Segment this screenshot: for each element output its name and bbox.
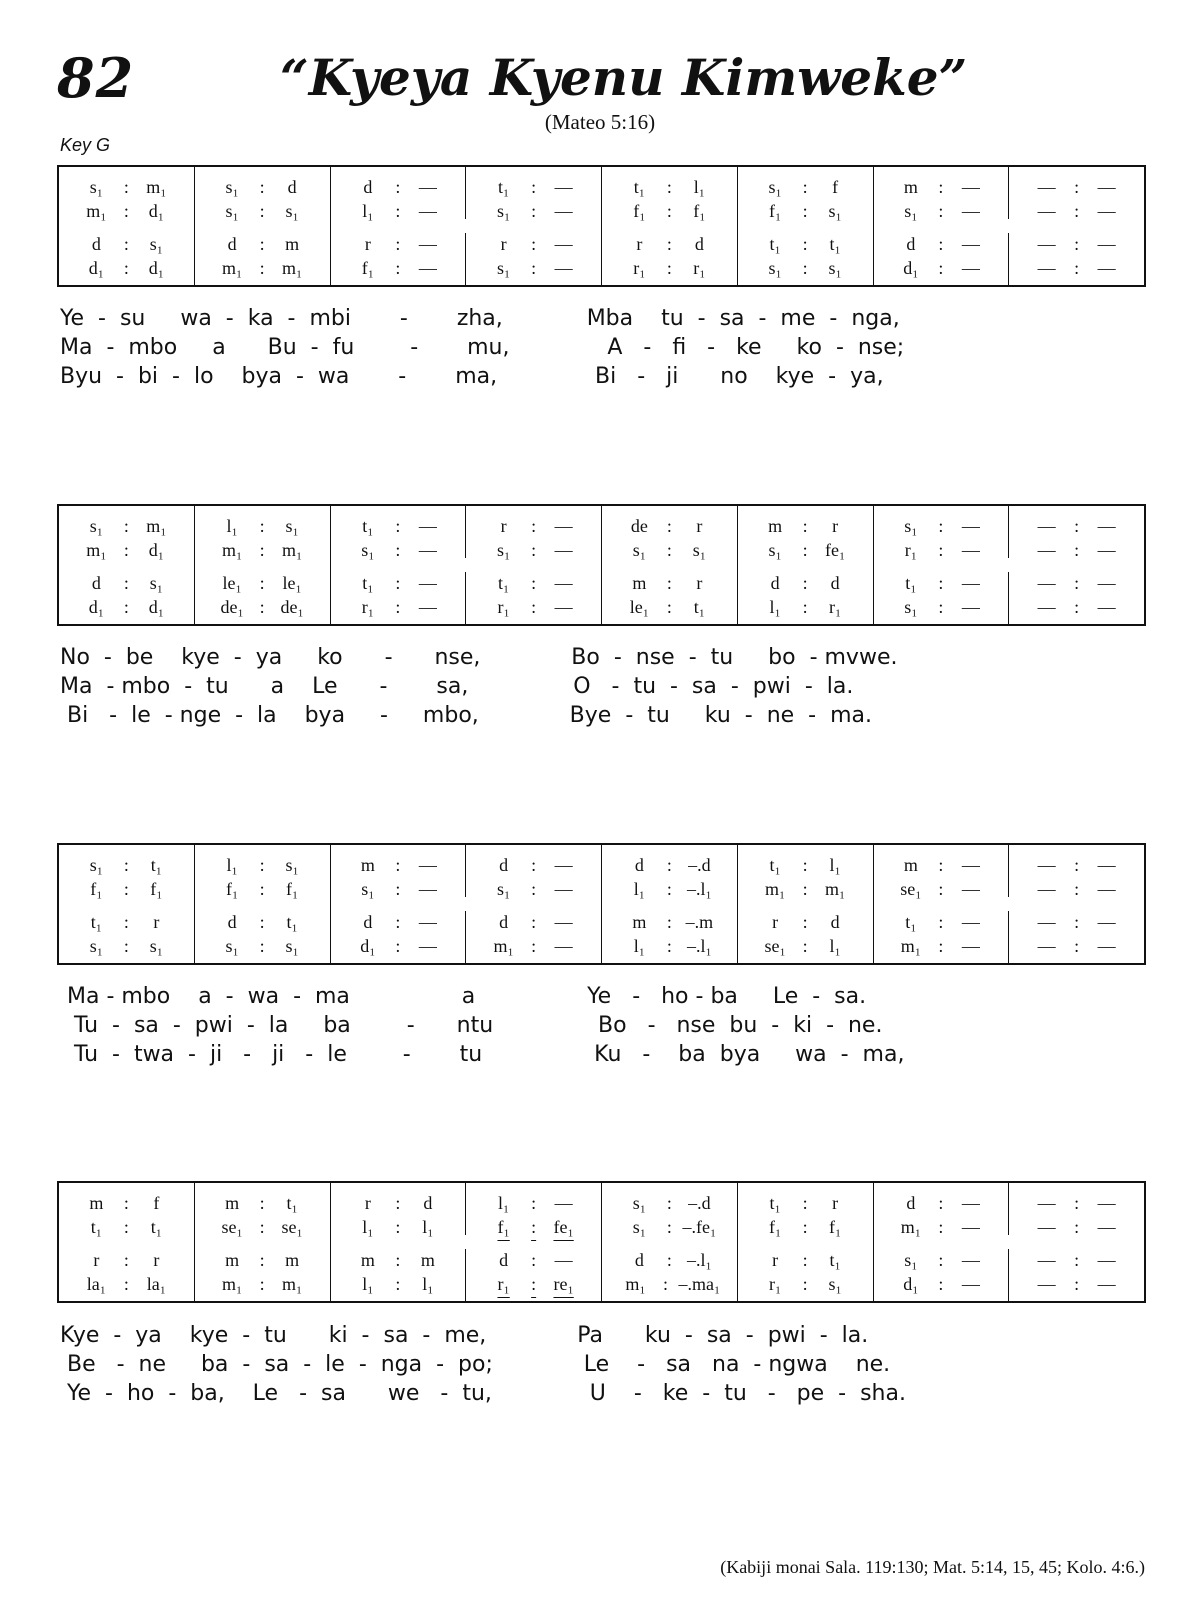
measure [59, 167, 194, 285]
solfa-line: m : — [903, 854, 980, 875]
measure [194, 1183, 330, 1301]
solfa-line: m : — [360, 854, 437, 875]
solfa-line: f₁ : f₁ [90, 878, 163, 899]
solfa-line: r : — [500, 233, 573, 254]
solfa-line: d : m [227, 233, 300, 254]
solfa-line: l₁ : l₁ [362, 1216, 434, 1237]
measure [330, 167, 466, 285]
solfa-line: — : — [1037, 1273, 1116, 1294]
measure [737, 845, 873, 963]
measure [873, 506, 1009, 624]
measure [59, 1183, 194, 1301]
solfa-line: de : r [630, 515, 703, 536]
footer-references: (Kabiji monai Sala. 119:130; Mat. 5:14, 15, 45; Kolo. 4:6.) [720, 1557, 1145, 1577]
solfa-line: r : t₁ [772, 1249, 841, 1270]
hymn-number: 82 [57, 46, 135, 110]
solfa-line: t₁ : r [769, 1192, 839, 1213]
solfa-line: s₁ : m₁ [89, 176, 167, 197]
solfa-line: d : — [499, 854, 573, 875]
solfa-line: le₁ : t₁ [629, 596, 706, 617]
solfa-line: l₁ : r₁ [769, 596, 842, 617]
solfa-line: — : — [1037, 596, 1116, 617]
measure [601, 845, 737, 963]
solfa-line: m : r [768, 515, 839, 536]
measure [465, 506, 601, 624]
lyrics-block-4 [60, 1323, 960, 1410]
solfa-line: — : — [1037, 911, 1116, 932]
solfa-line: d : t₁ [227, 911, 298, 932]
solfa-line: r : — [364, 233, 437, 254]
solfa-line: r : d [772, 911, 840, 932]
lyrics-block-2 [60, 645, 960, 732]
lyric-verse-line: Ma - mbo a Bu - fu - mu, A - fi - ke ko - nse; [60, 335, 905, 360]
measure [59, 506, 194, 624]
solfa-line: t₁ : — [497, 572, 573, 593]
solfa-line: s₁ : — [361, 539, 437, 560]
measure [873, 167, 1009, 285]
lyric-verse-line: Ma - mbo a - wa - ma a Ye - ho - ba Le - sa. [60, 984, 867, 1009]
solfa-line: s₁ : — [361, 878, 437, 899]
solfa-line: r₁ : r₁ [633, 257, 706, 278]
solfa-line: t₁ : — [362, 572, 437, 593]
solfa-line: r₁ : — [497, 596, 573, 617]
solfa-line: f₁ : f₁ [633, 200, 706, 221]
solfa-line: de₁ : de₁ [220, 596, 304, 617]
solfa-line: se₁ : se₁ [221, 1216, 303, 1237]
solfa-line: se₁ : l₁ [764, 935, 841, 956]
solfa-line: m₁ : m₁ [221, 539, 303, 560]
solfa-line: m : t₁ [225, 1192, 298, 1213]
solfa-line: s₁ : s₁ [768, 257, 842, 278]
lyrics-block-3 [60, 984, 960, 1071]
measure [330, 506, 466, 624]
staff-system-1 [57, 165, 1146, 287]
solfa-line: f₁ : fe₁ [497, 1216, 574, 1237]
solfa-line: r : d [364, 1192, 433, 1213]
solfa-line: f₁ : f₁ [225, 878, 299, 899]
solfa-line: d : –.l₁ [634, 1249, 712, 1270]
solfa-line: f₁ : s₁ [768, 200, 842, 221]
solfa-line: r₁ : s₁ [768, 1273, 842, 1294]
solfa-line: — : — [1037, 515, 1116, 536]
solfa-line: m : m [360, 1249, 435, 1270]
solfa-line: m : — [903, 176, 980, 197]
measure [737, 1183, 873, 1301]
measure [465, 167, 601, 285]
solfa-line: r : — [500, 515, 573, 536]
solfa-line: l₁ : l₁ [362, 1273, 434, 1294]
solfa-line: s₁ : — [904, 515, 980, 536]
measure [194, 506, 330, 624]
measure [330, 1183, 466, 1301]
measure [1008, 506, 1144, 624]
solfa-line: l₁ : — [362, 200, 437, 221]
solfa-line: l₁ : s₁ [226, 854, 299, 875]
key-signature: Key G [60, 135, 111, 155]
solfa-line: s₁ : — [904, 200, 980, 221]
lyric-verse-line: Tu - sa - pwi - la ba - ntu Bo - nse bu - ki - ne. [60, 1013, 883, 1038]
solfa-line: r₁ : — [361, 596, 437, 617]
solfa-line: d₁ : — [903, 257, 980, 278]
solfa-line: m₁ : m₁ [221, 1273, 303, 1294]
solfa-line: t₁ : — [905, 572, 980, 593]
solfa-line: s₁ : m₁ [89, 515, 167, 536]
solfa-line: s₁ : — [904, 1249, 980, 1270]
solfa-line: d₁ : — [360, 935, 437, 956]
solfa-line: — : — [1037, 1192, 1116, 1213]
solfa-line: l₁ : s₁ [226, 515, 299, 536]
solfa-line: s₁ : s₁ [225, 935, 299, 956]
solfa-line: s₁ : f [768, 176, 839, 197]
measure [194, 167, 330, 285]
solfa-line: m₁ : — [900, 1216, 980, 1237]
solfa-line: t₁ : l₁ [633, 176, 706, 197]
solfa-line: s₁ : — [496, 257, 573, 278]
solfa-line: la₁ : la₁ [86, 1273, 166, 1294]
solfa-line: — : — [1037, 233, 1116, 254]
solfa-line: t₁ : — [362, 515, 437, 536]
lyric-verse-line: Ma - mbo - tu a Le - sa, O - tu - sa - pwi - la. [60, 674, 854, 699]
solfa-line: le₁ : le₁ [222, 572, 302, 593]
measure [737, 506, 873, 624]
solfa-line: — : — [1037, 572, 1116, 593]
measure [737, 167, 873, 285]
solfa-line: d : — [363, 176, 437, 197]
solfa-line: s₁ : –.fe₁ [632, 1216, 717, 1237]
solfa-line: d : — [499, 911, 573, 932]
solfa-line: — : — [1037, 854, 1116, 875]
solfa-line: s₁ : — [904, 596, 980, 617]
measure [601, 167, 737, 285]
solfa-line: s₁ : s₁ [225, 200, 299, 221]
solfa-line: — : — [1037, 539, 1116, 560]
measure [465, 1183, 601, 1301]
lyric-verse-line: Byu - bi - lo bya - wa - ma, Bi - ji no kye - ya, [60, 364, 884, 389]
solfa-line: m₁ : –.ma₁ [625, 1273, 721, 1294]
solfa-line: s₁ : d [225, 176, 297, 197]
solfa-line: s₁ : fe₁ [768, 539, 846, 560]
solfa-line: s₁ : s₁ [89, 935, 164, 956]
measure [1008, 1183, 1144, 1301]
solfa-line: — : — [1037, 1216, 1116, 1237]
solfa-line: m : m [225, 1249, 300, 1270]
solfa-line: f₁ : — [361, 257, 437, 278]
solfa-line: d : — [499, 1249, 573, 1270]
solfa-line: m₁ : m₁ [221, 257, 303, 278]
lyric-verse-line: No - be kye - ya ko - nse, Bo - nse - tu bo - mvwe. [60, 645, 898, 670]
solfa-line: m₁ : d₁ [86, 200, 165, 221]
solfa-line: d₁ : d₁ [88, 596, 165, 617]
measure [1008, 167, 1144, 285]
solfa-line: — : — [1037, 257, 1116, 278]
solfa-line: d : d [770, 572, 840, 593]
measure [59, 845, 194, 963]
solfa-line: s₁ : — [496, 200, 573, 221]
solfa-line: m₁ : d₁ [86, 539, 165, 560]
solfa-line: m₁ : m₁ [764, 878, 846, 899]
lyric-verse-line: Bi - le - nge - la bya - mbo, Bye - tu ku - ne - ma. [60, 703, 872, 728]
solfa-line: s₁ : t₁ [89, 854, 163, 875]
solfa-line: m : f [89, 1192, 160, 1213]
solfa-line: m₁ : — [493, 935, 573, 956]
lyric-verse-line: Ye - su wa - ka - mbi - zha, Mba tu - sa - me - nga, [60, 306, 900, 331]
measure [601, 1183, 737, 1301]
solfa-line: — : — [1037, 200, 1116, 221]
staff-system-2 [57, 504, 1146, 626]
solfa-line: d₁ : d₁ [88, 257, 165, 278]
solfa-line: d : s₁ [91, 233, 164, 254]
solfa-line: — : — [1037, 935, 1116, 956]
scripture-reference: (Mateo 5:16) [544, 110, 656, 134]
solfa-line: m₁ : — [900, 935, 980, 956]
measure [873, 1183, 1009, 1301]
solfa-line: s₁ : — [496, 539, 573, 560]
solfa-line: t₁ : — [905, 911, 980, 932]
lyric-verse-line: Ye - ho - ba, Le - sa we - tu, U - ke - tu - pe - sha. [60, 1381, 906, 1406]
solfa-line: d₁ : — [903, 1273, 980, 1294]
solfa-line: l₁ : –.l₁ [633, 935, 712, 956]
solfa-line: m : –.m [632, 911, 714, 932]
solfa-line: d : — [363, 911, 437, 932]
solfa-line: d : — [906, 1192, 980, 1213]
solfa-line: — : — [1037, 1249, 1116, 1270]
measure [330, 845, 466, 963]
solfa-line: s₁ : –.d [632, 1192, 711, 1213]
solfa-line: t₁ : t₁ [90, 1216, 163, 1237]
solfa-line: d : s₁ [91, 572, 164, 593]
lyric-verse-line: Kye - ya kye - tu ki - sa - me, Pa ku - sa - pwi - la. [60, 1323, 869, 1348]
solfa-line: r : r [93, 1249, 160, 1270]
solfa-line: t₁ : r [90, 911, 160, 932]
measure [465, 845, 601, 963]
solfa-line: r₁ : — [904, 539, 980, 560]
solfa-line: t₁ : t₁ [769, 233, 841, 254]
solfa-line: t₁ : l₁ [769, 854, 841, 875]
lyric-verse-line: Be - ne ba - sa - le - nga - po; Le - sa na - ngwa ne. [60, 1352, 891, 1377]
staff-system-3 [57, 843, 1146, 965]
solfa-line: t₁ : — [497, 176, 573, 197]
measure [194, 845, 330, 963]
solfa-line: r : d [636, 233, 704, 254]
hymn-title: “Kyeya Kyenu Kimweke” [280, 48, 968, 107]
solfa-line: — : — [1037, 176, 1116, 197]
solfa-line: l₁ : — [497, 1192, 573, 1213]
solfa-line: s₁ : s₁ [632, 539, 707, 560]
lyric-verse-line: Tu - twa - ji - ji - le - tu Ku - ba bya wa - ma, [60, 1042, 905, 1067]
lyrics-block-1 [60, 306, 960, 393]
solfa-line: f₁ : f₁ [768, 1216, 842, 1237]
solfa-line: se₁ : — [900, 878, 980, 899]
solfa-line: s₁ : — [496, 878, 573, 899]
measure [601, 506, 737, 624]
staff-system-4 [57, 1181, 1146, 1303]
solfa-line: — : — [1037, 878, 1116, 899]
solfa-line: d : –.d [634, 854, 711, 875]
solfa-line: r₁ : re₁ [497, 1273, 574, 1294]
solfa-line: m : r [632, 572, 703, 593]
measure [873, 845, 1009, 963]
solfa-line: d : — [906, 233, 980, 254]
measure [1008, 845, 1144, 963]
solfa-line: l₁ : –.l₁ [633, 878, 712, 899]
